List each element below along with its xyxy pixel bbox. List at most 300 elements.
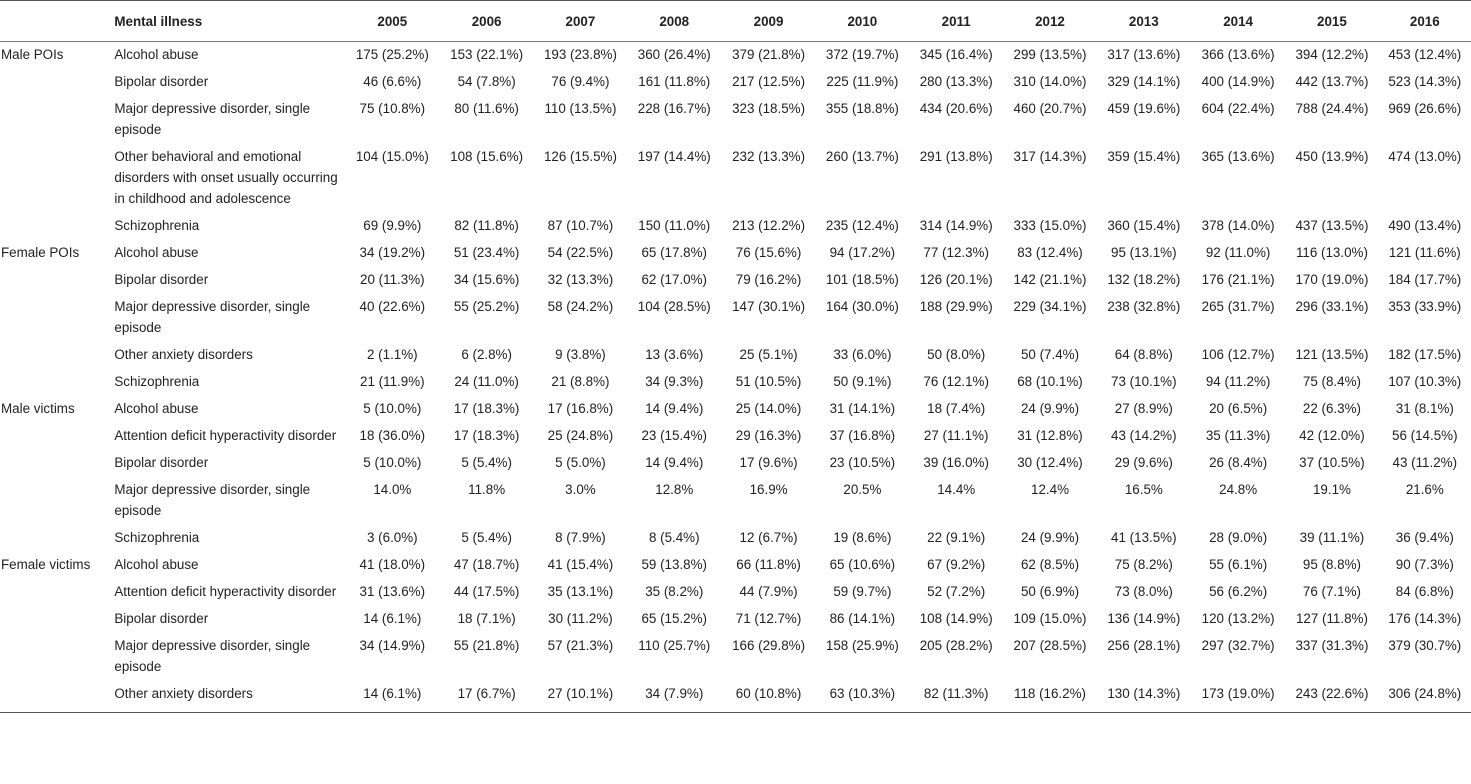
value-cell: 30 (11.2%) bbox=[548, 611, 613, 626]
group-cell bbox=[0, 69, 114, 96]
value-cell: 450 (13.9%) bbox=[1295, 149, 1369, 164]
illness-cell: Major depressive disorder, single episode bbox=[114, 299, 311, 335]
value-cell: 101 (18.5%) bbox=[825, 272, 899, 287]
value-cell: 20 (11.3%) bbox=[360, 272, 425, 287]
value-cell: 6 (2.8%) bbox=[461, 347, 512, 362]
value-cell: 175 (25.2%) bbox=[355, 47, 429, 62]
value-cell: 18 (7.4%) bbox=[927, 401, 986, 416]
value-cell: 34 (14.9%) bbox=[359, 638, 426, 653]
value-cell: 60 (10.8%) bbox=[721, 681, 815, 713]
value-cell: 176 (21.1%) bbox=[1201, 272, 1275, 287]
value-cell: 126 (15.5%) bbox=[543, 149, 617, 164]
header-year: 2006 bbox=[439, 1, 533, 42]
value-cell: 359 (15.4%) bbox=[1107, 149, 1181, 164]
value-cell: 213 (12.2%) bbox=[732, 218, 806, 233]
group-cell bbox=[0, 144, 114, 213]
table-row bbox=[0, 681, 1471, 713]
value-cell: 65 (10.6%) bbox=[829, 557, 896, 572]
value-cell: 56 (14.5%) bbox=[1392, 428, 1458, 443]
value-cell: 17 (9.6%) bbox=[739, 455, 798, 470]
value-cell: 51 (23.4%) bbox=[453, 245, 520, 260]
value-cell: 29 (9.6%) bbox=[1114, 455, 1173, 470]
value-cell: 12 (6.7%) bbox=[739, 530, 798, 545]
value-cell: 107 (10.3%) bbox=[1388, 374, 1462, 389]
value-cell: 17 (16.8%) bbox=[547, 401, 614, 416]
value-cell: 299 (13.5%) bbox=[1013, 47, 1087, 62]
value-cell: 523 (14.3%) bbox=[1388, 74, 1462, 89]
value-cell: 365 (13.6%) bbox=[1201, 149, 1275, 164]
value-cell: 41 (18.0%) bbox=[359, 557, 426, 572]
group-cell bbox=[0, 96, 114, 144]
group-cell: Male POIs bbox=[1, 47, 64, 62]
value-cell: 90 (7.3%) bbox=[1395, 557, 1454, 572]
value-cell: 345 (16.4%) bbox=[919, 47, 993, 62]
value-cell: 65 (15.2%) bbox=[641, 611, 707, 626]
value-cell: 44 (17.5%) bbox=[453, 584, 520, 599]
header-year: 2005 bbox=[345, 1, 439, 42]
table-row bbox=[0, 342, 1471, 369]
value-cell: 66 (11.8%) bbox=[736, 557, 801, 572]
value-cell: 110 (13.5%) bbox=[544, 101, 617, 116]
value-cell: 76 (7.1%) bbox=[1302, 584, 1361, 599]
group-cell: Male victims bbox=[1, 401, 75, 416]
value-cell: 243 (22.6%) bbox=[1285, 681, 1378, 713]
value-cell: 34 (7.9%) bbox=[627, 681, 721, 713]
value-cell: 43 (14.2%) bbox=[1111, 428, 1177, 443]
group-cell bbox=[0, 369, 114, 396]
value-cell: 14.0% bbox=[373, 482, 412, 497]
value-cell: 297 (32.7%) bbox=[1201, 638, 1275, 653]
value-cell: 225 (11.9%) bbox=[826, 74, 899, 89]
value-cell: 280 (13.3%) bbox=[919, 74, 993, 89]
value-cell: 5 (5.4%) bbox=[461, 530, 512, 545]
value-cell: 3 (6.0%) bbox=[367, 530, 418, 545]
value-cell: 35 (11.3%) bbox=[1205, 428, 1271, 443]
header-year: 2014 bbox=[1191, 1, 1285, 42]
table-row bbox=[0, 633, 1471, 681]
value-cell: 63 (10.3%) bbox=[816, 681, 909, 713]
value-cell: 474 (13.0%) bbox=[1388, 149, 1462, 164]
value-cell: 3.0% bbox=[565, 482, 596, 497]
value-cell: 16.9% bbox=[749, 482, 788, 497]
header-year: 2016 bbox=[1379, 1, 1471, 42]
value-cell: 31 (12.8%) bbox=[1017, 428, 1083, 443]
value-cell: 33 (6.0%) bbox=[833, 347, 892, 362]
value-cell: 52 (7.2%) bbox=[927, 584, 986, 599]
value-cell: 14 (9.4%) bbox=[645, 455, 704, 470]
group-cell bbox=[0, 294, 114, 342]
group-cell bbox=[0, 579, 114, 606]
value-cell: 23 (15.4%) bbox=[641, 428, 707, 443]
illness-cell: Attention deficit hyperactivity disorder bbox=[114, 428, 337, 443]
value-cell: 130 (14.3%) bbox=[1097, 681, 1191, 713]
table-row bbox=[0, 213, 1471, 240]
value-cell: 55 (21.8%) bbox=[453, 638, 520, 653]
table-row bbox=[0, 42, 1471, 70]
value-cell: 69 (9.9%) bbox=[363, 218, 422, 233]
value-cell: 158 (25.9%) bbox=[825, 638, 899, 653]
illness-cell: Alcohol abuse bbox=[114, 47, 199, 62]
value-cell: 86 (14.1%) bbox=[829, 611, 896, 626]
value-cell: 5 (10.0%) bbox=[363, 455, 422, 470]
value-cell: 207 (28.5%) bbox=[1013, 638, 1087, 653]
header-year: 2007 bbox=[534, 1, 627, 42]
table-row bbox=[0, 369, 1471, 396]
value-cell: 232 (13.3%) bbox=[732, 149, 806, 164]
value-cell: 24 (11.0%) bbox=[454, 374, 519, 389]
header-year: 2015 bbox=[1285, 1, 1378, 42]
value-cell: 59 (9.7%) bbox=[833, 584, 892, 599]
value-cell: 94 (17.2%) bbox=[829, 245, 896, 260]
table-row bbox=[0, 267, 1471, 294]
value-cell: 104 (28.5%) bbox=[637, 299, 711, 314]
value-cell: 55 (25.2%) bbox=[453, 299, 520, 314]
value-cell: 84 (6.8%) bbox=[1395, 584, 1454, 599]
value-cell: 260 (13.7%) bbox=[825, 149, 899, 164]
table-row bbox=[0, 294, 1471, 342]
illness-cell: Schizophrenia bbox=[114, 374, 200, 389]
value-cell: 306 (24.8%) bbox=[1379, 681, 1471, 713]
value-cell: 460 (20.7%) bbox=[1013, 101, 1087, 116]
header-year: 2009 bbox=[721, 1, 815, 42]
illness-cell: Other anxiety disorders bbox=[114, 347, 253, 362]
value-cell: 95 (8.8%) bbox=[1302, 557, 1361, 572]
value-cell: 64 (8.8%) bbox=[1114, 347, 1173, 362]
table-row bbox=[0, 144, 1471, 213]
value-cell: 35 (13.1%) bbox=[547, 584, 614, 599]
value-cell: 87 (10.7%) bbox=[547, 218, 614, 233]
value-cell: 76 (12.1%) bbox=[923, 374, 989, 389]
value-cell: 459 (19.6%) bbox=[1107, 101, 1181, 116]
value-cell: 314 (14.9%) bbox=[919, 218, 993, 233]
value-cell: 132 (18.2%) bbox=[1107, 272, 1181, 287]
value-cell: 296 (33.1%) bbox=[1295, 299, 1369, 314]
value-cell: 21 (11.9%) bbox=[360, 374, 425, 389]
value-cell: 24 (9.9%) bbox=[1020, 401, 1080, 416]
value-cell: 153 (22.1%) bbox=[450, 47, 524, 62]
value-cell: 434 (20.6%) bbox=[919, 101, 993, 116]
value-cell: 73 (8.0%) bbox=[1114, 584, 1173, 599]
value-cell: 39 (11.1%) bbox=[1299, 530, 1365, 545]
value-cell: 19 (8.6%) bbox=[833, 530, 892, 545]
value-cell: 355 (18.8%) bbox=[825, 101, 899, 116]
value-cell: 11.8% bbox=[468, 482, 506, 497]
value-cell: 76 (9.4%) bbox=[551, 74, 610, 89]
value-cell: 54 (22.5%) bbox=[547, 245, 614, 260]
value-cell: 108 (14.9%) bbox=[919, 611, 993, 626]
value-cell: 18 (36.0%) bbox=[359, 428, 426, 443]
group-cell bbox=[0, 450, 114, 477]
value-cell: 121 (11.6%) bbox=[1388, 245, 1461, 260]
header-year: 2010 bbox=[816, 1, 909, 42]
value-cell: 5 (5.0%) bbox=[555, 455, 606, 470]
illness-cell: Bipolar disorder bbox=[114, 455, 209, 470]
table-body bbox=[0, 42, 1471, 713]
value-cell: 19.1% bbox=[1312, 482, 1351, 497]
value-cell: 77 (12.3%) bbox=[923, 245, 989, 260]
value-cell: 127 (11.8%) bbox=[1295, 611, 1368, 626]
value-cell: 27 (10.1%) bbox=[534, 681, 627, 713]
value-cell: 17 (18.3%) bbox=[453, 401, 520, 416]
value-cell: 17 (18.3%) bbox=[453, 428, 520, 443]
value-cell: 20 (6.5%) bbox=[1209, 401, 1268, 416]
illness-cell: Alcohol abuse bbox=[114, 557, 199, 572]
illness-cell: Attention deficit hyperactivity disorder bbox=[114, 584, 337, 599]
value-cell: 57 (21.3%) bbox=[547, 638, 614, 653]
value-cell: 360 (15.4%) bbox=[1107, 218, 1181, 233]
value-cell: 337 (31.3%) bbox=[1295, 638, 1369, 653]
value-cell: 12.8% bbox=[655, 482, 694, 497]
group-cell bbox=[0, 525, 114, 552]
illness-cell: Major depressive disorder, single episode bbox=[114, 482, 311, 518]
value-cell: 453 (12.4%) bbox=[1388, 47, 1462, 62]
value-cell: 164 (30.0%) bbox=[825, 299, 899, 314]
value-cell: 110 (25.7%) bbox=[638, 638, 711, 653]
value-cell: 106 (12.7%) bbox=[1201, 347, 1275, 362]
value-cell: 50 (6.9%) bbox=[1020, 584, 1080, 599]
value-cell: 26 (8.4%) bbox=[1209, 455, 1268, 470]
table-row bbox=[0, 96, 1471, 144]
group-cell: Female victims bbox=[1, 557, 91, 572]
value-cell: 16.5% bbox=[1124, 482, 1163, 497]
value-cell: 17 (6.7%) bbox=[439, 681, 533, 713]
value-cell: 50 (8.0%) bbox=[927, 347, 986, 362]
value-cell: 372 (19.7%) bbox=[825, 47, 899, 62]
value-cell: 39 (16.0%) bbox=[923, 455, 989, 470]
value-cell: 25 (14.0%) bbox=[735, 401, 802, 416]
group-cell bbox=[0, 633, 114, 681]
value-cell: 14 (6.1%) bbox=[345, 681, 439, 713]
value-cell: 238 (32.8%) bbox=[1107, 299, 1181, 314]
value-cell: 79 (16.2%) bbox=[735, 272, 802, 287]
value-cell: 58 (24.2%) bbox=[547, 299, 614, 314]
value-cell: 32 (13.3%) bbox=[547, 272, 614, 287]
value-cell: 394 (12.2%) bbox=[1295, 47, 1369, 62]
header-mental-illness: Mental illness bbox=[114, 1, 345, 42]
value-cell: 5 (5.4%) bbox=[461, 455, 512, 470]
value-cell: 51 (10.5%) bbox=[735, 374, 802, 389]
value-cell: 62 (8.5%) bbox=[1020, 557, 1080, 572]
value-cell: 18 (7.1%) bbox=[457, 611, 516, 626]
illness-cell: Other anxiety disorders bbox=[114, 681, 345, 713]
group-cell bbox=[0, 342, 114, 369]
value-cell: 71 (12.7%) bbox=[735, 611, 802, 626]
illness-cell: Schizophrenia bbox=[114, 218, 200, 233]
value-cell: 150 (11.0%) bbox=[638, 218, 711, 233]
group-cell bbox=[0, 606, 114, 633]
illness-cell: Other behavioral and emotional disorders with onset usually occurring in childhood and adolescence bbox=[114, 149, 338, 206]
value-cell: 21 (8.8%) bbox=[551, 374, 610, 389]
header-group bbox=[0, 1, 114, 42]
group-cell bbox=[0, 423, 114, 450]
value-cell: 142 (21.1%) bbox=[1013, 272, 1087, 287]
value-cell: 55 (6.1%) bbox=[1209, 557, 1268, 572]
value-cell: 108 (15.6%) bbox=[450, 149, 524, 164]
value-cell: 22 (9.1%) bbox=[927, 530, 986, 545]
value-cell: 80 (11.6%) bbox=[454, 101, 519, 116]
group-cell: Female POIs bbox=[1, 245, 80, 260]
illness-cell: Alcohol abuse bbox=[114, 401, 199, 416]
value-cell: 23 (10.5%) bbox=[829, 455, 896, 470]
table-row bbox=[0, 423, 1471, 450]
table-row bbox=[0, 525, 1471, 552]
value-cell: 28 (9.0%) bbox=[1209, 530, 1268, 545]
value-cell: 82 (11.8%) bbox=[454, 218, 519, 233]
value-cell: 42 (12.0%) bbox=[1299, 428, 1365, 443]
table-row bbox=[0, 450, 1471, 477]
value-cell: 121 (13.5%) bbox=[1295, 347, 1369, 362]
value-cell: 47 (18.7%) bbox=[453, 557, 520, 572]
group-cell bbox=[0, 267, 114, 294]
value-cell: 75 (8.4%) bbox=[1302, 374, 1361, 389]
value-cell: 75 (10.8%) bbox=[359, 101, 426, 116]
value-cell: 184 (17.7%) bbox=[1388, 272, 1462, 287]
value-cell: 37 (10.5%) bbox=[1299, 455, 1365, 470]
value-cell: 67 (9.2%) bbox=[927, 557, 986, 572]
value-cell: 604 (22.4%) bbox=[1201, 101, 1275, 116]
illness-cell: Major depressive disorder, single episode bbox=[114, 101, 311, 137]
value-cell: 235 (12.4%) bbox=[825, 218, 899, 233]
header-row bbox=[0, 1, 1471, 42]
value-cell: 9 (3.8%) bbox=[555, 347, 606, 362]
value-cell: 265 (31.7%) bbox=[1201, 299, 1275, 314]
value-cell: 24 (9.9%) bbox=[1020, 530, 1080, 545]
illness-cell: Schizophrenia bbox=[114, 530, 200, 545]
value-cell: 442 (13.7%) bbox=[1295, 74, 1369, 89]
value-cell: 256 (28.1%) bbox=[1107, 638, 1181, 653]
value-cell: 317 (13.6%) bbox=[1107, 47, 1181, 62]
illness-cell: Bipolar disorder bbox=[114, 74, 209, 89]
value-cell: 353 (33.9%) bbox=[1388, 299, 1462, 314]
value-cell: 176 (14.3%) bbox=[1388, 611, 1462, 626]
value-cell: 25 (24.8%) bbox=[547, 428, 614, 443]
table-row bbox=[0, 579, 1471, 606]
value-cell: 68 (10.1%) bbox=[1017, 374, 1083, 389]
value-cell: 30 (12.4%) bbox=[1017, 455, 1083, 470]
value-cell: 54 (7.8%) bbox=[457, 74, 516, 89]
value-cell: 147 (30.1%) bbox=[732, 299, 806, 314]
value-cell: 62 (17.0%) bbox=[641, 272, 707, 287]
value-cell: 12.4% bbox=[1031, 482, 1069, 497]
value-cell: 2 (1.1%) bbox=[367, 347, 418, 362]
illness-cell: Major depressive disorder, single episode bbox=[114, 638, 311, 674]
value-cell: 118 (16.2%) bbox=[1003, 681, 1096, 713]
value-cell: 27 (8.9%) bbox=[1114, 401, 1173, 416]
value-cell: 34 (15.6%) bbox=[453, 272, 520, 287]
value-cell: 22 (6.3%) bbox=[1302, 401, 1361, 416]
value-cell: 197 (14.4%) bbox=[637, 149, 711, 164]
illness-cell: Bipolar disorder bbox=[114, 611, 209, 626]
value-cell: 217 (12.5%) bbox=[732, 74, 806, 89]
header-year: 2011 bbox=[909, 1, 1003, 42]
value-cell: 44 (7.9%) bbox=[739, 584, 798, 599]
value-cell: 378 (14.0%) bbox=[1201, 218, 1275, 233]
value-cell: 35 (8.2%) bbox=[645, 584, 704, 599]
value-cell: 34 (19.2%) bbox=[359, 245, 426, 260]
value-cell: 92 (11.0%) bbox=[1205, 245, 1271, 260]
value-cell: 76 (15.6%) bbox=[735, 245, 802, 260]
value-cell: 50 (9.1%) bbox=[833, 374, 892, 389]
value-cell: 333 (15.0%) bbox=[1013, 218, 1087, 233]
value-cell: 75 (8.2%) bbox=[1114, 557, 1173, 572]
value-cell: 8 (5.4%) bbox=[648, 530, 700, 545]
value-cell: 21.6% bbox=[1405, 482, 1444, 497]
value-cell: 65 (17.8%) bbox=[641, 245, 707, 260]
value-cell: 291 (13.8%) bbox=[919, 149, 993, 164]
value-cell: 50 (7.4%) bbox=[1020, 347, 1080, 362]
value-cell: 40 (22.6%) bbox=[359, 299, 426, 314]
value-cell: 14 (9.4%) bbox=[645, 401, 704, 416]
group-cell bbox=[0, 477, 114, 525]
value-cell: 82 (11.3%) bbox=[909, 681, 1003, 713]
value-cell: 193 (23.8%) bbox=[543, 47, 617, 62]
group-cell bbox=[0, 213, 114, 240]
value-cell: 228 (16.7%) bbox=[637, 101, 711, 116]
value-cell: 29 (16.3%) bbox=[735, 428, 802, 443]
value-cell: 41 (13.5%) bbox=[1111, 530, 1177, 545]
value-cell: 95 (13.1%) bbox=[1111, 245, 1177, 260]
value-cell: 166 (29.8%) bbox=[732, 638, 806, 653]
value-cell: 13 (3.6%) bbox=[645, 347, 704, 362]
value-cell: 170 (19.0%) bbox=[1295, 272, 1369, 287]
value-cell: 43 (11.2%) bbox=[1392, 455, 1458, 470]
value-cell: 14.4% bbox=[937, 482, 976, 497]
value-cell: 490 (13.4%) bbox=[1388, 218, 1462, 233]
value-cell: 379 (21.8%) bbox=[732, 47, 806, 62]
value-cell: 36 (9.4%) bbox=[1395, 530, 1454, 545]
value-cell: 46 (6.6%) bbox=[363, 74, 422, 89]
value-cell: 329 (14.1%) bbox=[1107, 74, 1181, 89]
value-cell: 788 (24.4%) bbox=[1295, 101, 1369, 116]
illness-cell: Alcohol abuse bbox=[114, 245, 199, 260]
value-cell: 969 (26.6%) bbox=[1388, 101, 1462, 116]
value-cell: 34 (9.3%) bbox=[645, 374, 704, 389]
illness-cell: Bipolar disorder bbox=[114, 272, 209, 287]
value-cell: 8 (7.9%) bbox=[555, 530, 606, 545]
value-cell: 229 (34.1%) bbox=[1013, 299, 1087, 314]
value-cell: 366 (13.6%) bbox=[1201, 47, 1275, 62]
header-year: 2013 bbox=[1097, 1, 1191, 42]
header-year: 2012 bbox=[1003, 1, 1096, 42]
value-cell: 437 (13.5%) bbox=[1295, 218, 1369, 233]
table-row bbox=[0, 606, 1471, 633]
value-cell: 31 (13.6%) bbox=[359, 584, 426, 599]
value-cell: 205 (28.2%) bbox=[919, 638, 993, 653]
value-cell: 323 (18.5%) bbox=[732, 101, 806, 116]
value-cell: 59 (13.8%) bbox=[641, 557, 707, 572]
value-cell: 400 (14.9%) bbox=[1201, 74, 1275, 89]
table-row bbox=[0, 477, 1471, 525]
group-cell bbox=[0, 681, 114, 713]
value-cell: 94 (11.2%) bbox=[1205, 374, 1271, 389]
value-cell: 73 (10.1%) bbox=[1111, 374, 1177, 389]
value-cell: 136 (14.9%) bbox=[1107, 611, 1181, 626]
value-cell: 27 (11.1%) bbox=[923, 428, 989, 443]
value-cell: 56 (6.2%) bbox=[1209, 584, 1268, 599]
value-cell: 41 (15.4%) bbox=[547, 557, 614, 572]
value-cell: 37 (16.8%) bbox=[829, 428, 896, 443]
table-row bbox=[0, 396, 1471, 423]
value-cell: 24.8% bbox=[1219, 482, 1258, 497]
value-cell: 182 (17.5%) bbox=[1388, 347, 1462, 362]
value-cell: 20.5% bbox=[843, 482, 882, 497]
value-cell: 104 (15.0%) bbox=[355, 149, 429, 164]
value-cell: 188 (29.9%) bbox=[919, 299, 993, 314]
value-cell: 116 (13.0%) bbox=[1295, 245, 1368, 260]
value-cell: 31 (8.1%) bbox=[1395, 401, 1454, 416]
value-cell: 173 (19.0%) bbox=[1191, 681, 1285, 713]
value-cell: 31 (14.1%) bbox=[829, 401, 896, 416]
